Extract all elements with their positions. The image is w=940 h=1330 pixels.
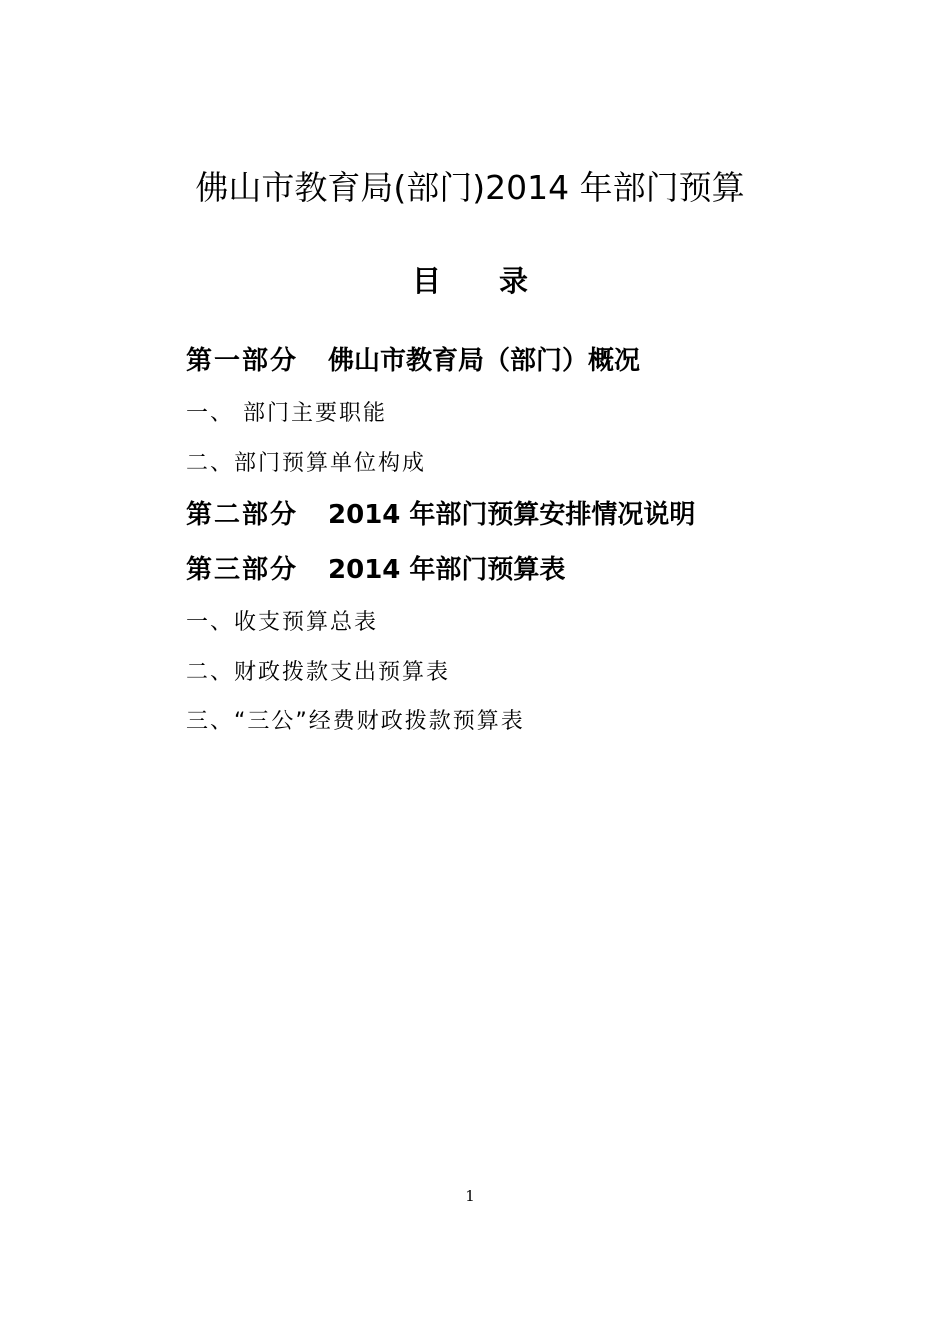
toc-part-label: 第二部分 bbox=[186, 500, 299, 530]
page-number: 1 bbox=[465, 1187, 475, 1205]
toc-item-three-public-table: 三、“三公”经费财政拨款预算表 bbox=[186, 709, 525, 734]
toc-part-label: 第三部分 bbox=[186, 555, 299, 585]
toc-part-label: 第一部分 bbox=[186, 346, 299, 376]
toc-part-title: 佛山市教育局（部门）概况 bbox=[328, 346, 641, 376]
toc-heading-char-1: 目 bbox=[411, 264, 441, 298]
toc-part-title: 2014 年部门预算表 bbox=[328, 555, 566, 585]
toc-heading-char-2: 录 bbox=[499, 264, 529, 298]
toc-item-functions: 一、 部门主要职能 bbox=[186, 401, 387, 426]
toc-item-expenditure-table: 二、财政拨款支出预算表 bbox=[186, 660, 451, 685]
toc-item-units: 二、部门预算单位构成 bbox=[186, 451, 427, 476]
toc-item-summary-table: 一、收支预算总表 bbox=[186, 610, 379, 635]
toc-part-2 bbox=[186, 498, 695, 532]
document-title: 佛山市教育局(部门)2014 年部门预算 bbox=[195, 168, 745, 207]
toc-heading bbox=[0, 262, 940, 300]
toc-part-1 bbox=[186, 344, 640, 378]
toc-part-title: 2014 年部门预算安排情况说明 bbox=[328, 500, 696, 530]
toc-part-3 bbox=[186, 553, 565, 587]
